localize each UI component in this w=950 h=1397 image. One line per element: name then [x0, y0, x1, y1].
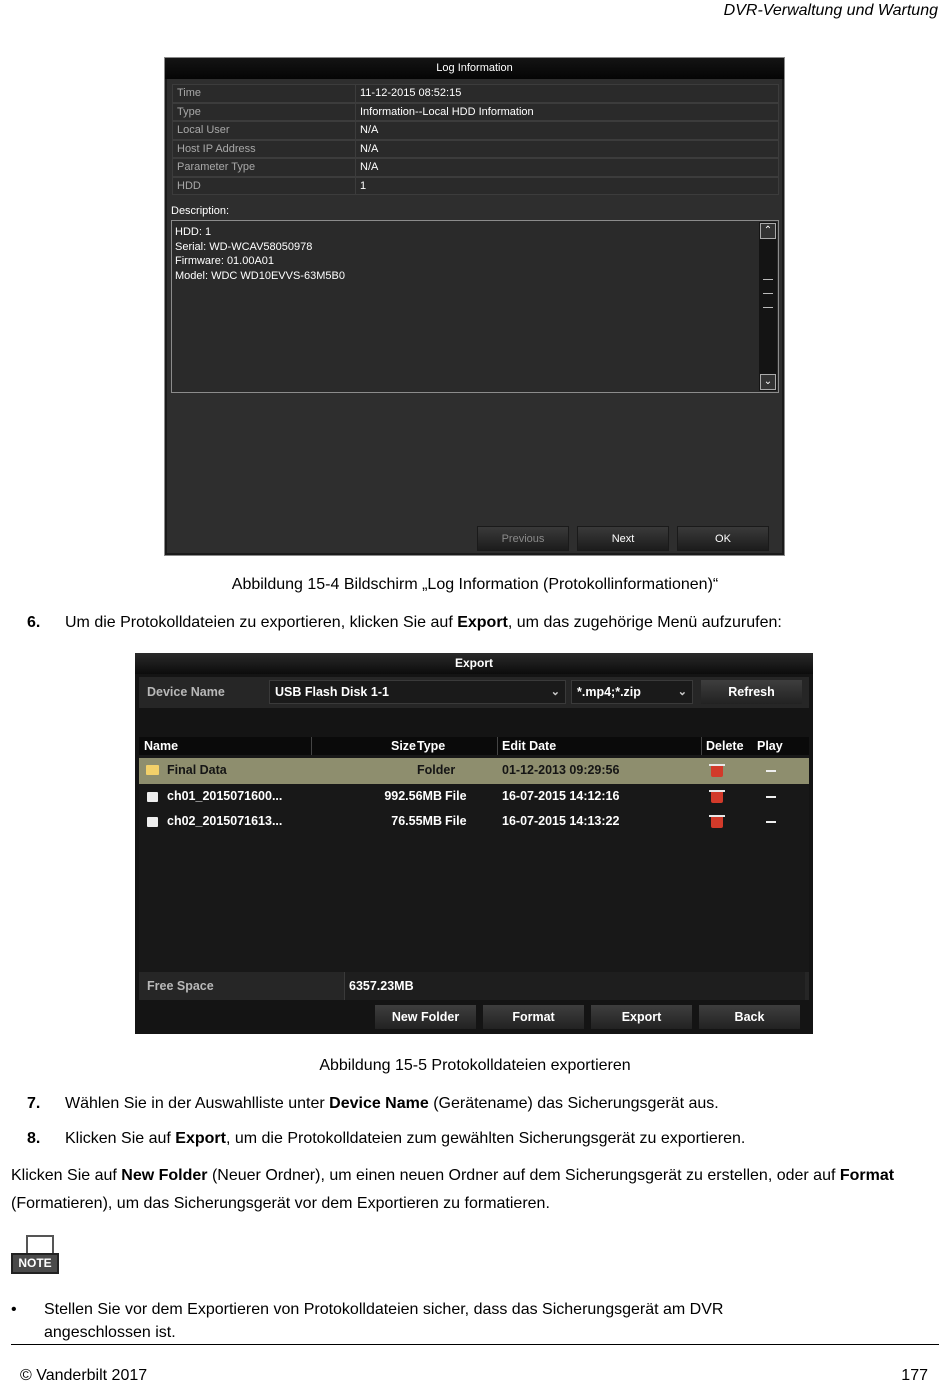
table-row[interactable]: [139, 758, 809, 784]
description-label: Description:: [171, 205, 230, 217]
device-name-label: Device Name: [147, 685, 225, 699]
scroll-grip[interactable]: [763, 279, 773, 280]
file-type: Folder: [417, 763, 456, 777]
page-number: 177: [901, 1367, 928, 1384]
description-scrollbar[interactable]: [759, 222, 777, 391]
footer-divider: [11, 1344, 939, 1345]
file-icon: [147, 817, 158, 827]
step-text: Wählen Sie in der Auswahlliste unter: [65, 1095, 330, 1112]
description-line: Model: WDC WD10EVVS-63M5B0: [175, 269, 345, 282]
step-bold: Export: [175, 1130, 226, 1147]
log-value: N/A: [360, 124, 379, 137]
device-name-value: USB Flash Disk 1-1: [275, 685, 389, 699]
log-key: HDD: [173, 178, 356, 195]
footer-copyright: © Vanderbilt 2017: [20, 1367, 148, 1384]
delete-icon[interactable]: [711, 790, 723, 803]
file-name: Final Data: [167, 763, 227, 777]
log-info-table: [172, 84, 779, 195]
log-key: Local User: [173, 122, 356, 139]
running-header: DVR-Verwaltung und Wartung: [723, 2, 938, 19]
export-button[interactable]: Export: [591, 1005, 692, 1029]
device-bar: [139, 677, 809, 708]
file-date: 16-07-2015 14:13:22: [502, 814, 620, 828]
para-text: (Neuer Ordner), um einen neuen Ordner auf dem Sicherungsgerät zu erstellen, oder auf: [207, 1167, 840, 1184]
file-name: ch01_2015071600...: [167, 788, 283, 803]
free-space-bar: [139, 972, 809, 1000]
bullet-symbol: •: [11, 1301, 17, 1318]
log-key: Host IP Address: [173, 141, 356, 158]
ok-button[interactable]: OK: [677, 526, 769, 551]
log-key: Parameter Type: [173, 159, 356, 176]
delete-icon[interactable]: [711, 764, 723, 777]
col-delete[interactable]: Delete: [701, 737, 744, 755]
log-value: N/A: [360, 142, 379, 155]
step-text: , um das zugehörige Menü aufzurufen:: [507, 614, 782, 631]
file-type-value: *.mp4;*.zip: [577, 685, 641, 699]
play-icon[interactable]: [766, 770, 776, 772]
refresh-button[interactable]: Refresh: [701, 680, 802, 704]
scroll-grip[interactable]: [763, 293, 773, 294]
new-folder-button[interactable]: New Folder: [375, 1005, 476, 1029]
file-size: 76.55MB: [391, 814, 442, 828]
file-type: File: [445, 814, 467, 828]
step-text: (Gerätename) das Sicherungsgerät aus.: [428, 1095, 719, 1112]
log-key: Time: [173, 85, 356, 102]
file-table: [139, 737, 809, 972]
step-bold: Device Name: [329, 1095, 429, 1112]
table-row[interactable]: [139, 809, 809, 835]
log-row-parameter-type: [172, 158, 779, 177]
free-space-value: 6357.23MB: [344, 972, 805, 1000]
step-number: 7.: [27, 1095, 41, 1112]
log-row-time: [172, 84, 779, 103]
para-bold: New Folder: [121, 1167, 208, 1184]
export-window: [135, 653, 813, 1034]
body-paragraph: [11, 1162, 941, 1218]
col-name[interactable]: Name: [144, 739, 179, 753]
step-number: 8.: [27, 1130, 41, 1147]
note-label: NOTE: [11, 1253, 59, 1274]
file-type: File: [445, 788, 467, 803]
step-text: , um die Protokolldateien zum gewählten Sicherungsgerät zu exportieren.: [225, 1130, 746, 1147]
log-key: Type: [173, 104, 356, 121]
back-button[interactable]: Back: [699, 1005, 800, 1029]
file-date: 01-12-2013 09:29:56: [502, 763, 620, 777]
table-header: [139, 737, 809, 755]
step-text: Um die Protokolldateien zu exportieren, klicken Sie auf: [65, 614, 458, 631]
file-name: ch02_2015071613...: [167, 814, 283, 828]
scroll-up-icon[interactable]: ⌃: [760, 223, 776, 239]
file-type-dropdown[interactable]: [571, 680, 693, 704]
log-value: Information--Local HDD Information: [360, 105, 534, 118]
free-space-label: Free Space: [147, 979, 214, 993]
log-row-hdd: [172, 177, 779, 196]
figure-caption-15-5: Abbildung 15-5 Protokolldateien exportieren: [319, 1057, 631, 1074]
col-edit-date[interactable]: Edit Date: [497, 737, 556, 755]
chevron-down-icon: ⌄: [550, 686, 560, 698]
log-row-host-ip: [172, 140, 779, 159]
para-bold: Format: [839, 1167, 895, 1184]
note-icon: [11, 1235, 59, 1277]
step-8: [27, 1130, 745, 1148]
play-icon[interactable]: [766, 821, 776, 823]
folder-icon: [146, 765, 159, 775]
delete-icon[interactable]: [711, 815, 723, 828]
log-value: N/A: [360, 161, 379, 174]
format-button[interactable]: Format: [483, 1005, 584, 1029]
description-line: Serial: WD-WCAV58050978: [175, 240, 313, 253]
play-icon[interactable]: [766, 796, 776, 798]
table-row[interactable]: [139, 784, 809, 810]
log-value: 1: [360, 179, 367, 192]
previous-button[interactable]: Previous: [477, 526, 569, 551]
log-information-window: [164, 57, 785, 556]
next-button[interactable]: Next: [577, 526, 669, 551]
para-text: (Formatieren), um das Sicherungsgerät vor dem Exportieren zu formatieren.: [11, 1195, 550, 1212]
log-value: 11-12-2015 08:52:15: [360, 87, 462, 100]
step-6: [27, 614, 782, 632]
para-text: Klicken Sie auf: [11, 1167, 122, 1184]
file-date: 16-07-2015 14:12:16: [502, 788, 620, 803]
figure-caption-15-4: Abbildung 15-4 Bildschirm „Log Information (Protokollinformationen)“: [231, 576, 719, 593]
scroll-grip[interactable]: [763, 307, 773, 308]
log-window-title: Log Information: [165, 58, 784, 79]
description-textarea[interactable]: [171, 220, 779, 393]
file-icon: [147, 792, 158, 802]
device-name-dropdown[interactable]: [269, 680, 566, 704]
col-play[interactable]: Play: [757, 739, 783, 753]
step-text: Klicken Sie auf: [65, 1130, 176, 1147]
step-bold: Export: [457, 614, 508, 631]
file-size: 992.56MB: [384, 788, 442, 803]
log-row-type: [172, 103, 779, 122]
col-size[interactable]: Size: [311, 737, 416, 755]
description-line: HDD: 1: [175, 226, 212, 238]
log-row-local-user: [172, 121, 779, 140]
step-7: [27, 1095, 719, 1113]
export-window-title: Export: [135, 653, 813, 674]
bullet-text: Stellen Sie vor dem Exportieren von Protokolldateien sicher, dass das Sicherungsgerät am DVR angeschlossen ist.: [44, 1301, 724, 1341]
col-type[interactable]: Type: [417, 739, 446, 753]
chevron-down-icon: ⌄: [677, 686, 687, 698]
scroll-down-icon[interactable]: ⌄: [760, 374, 776, 390]
description-line: Firmware: 01.00A01: [175, 255, 275, 267]
step-number: 6.: [27, 614, 41, 631]
